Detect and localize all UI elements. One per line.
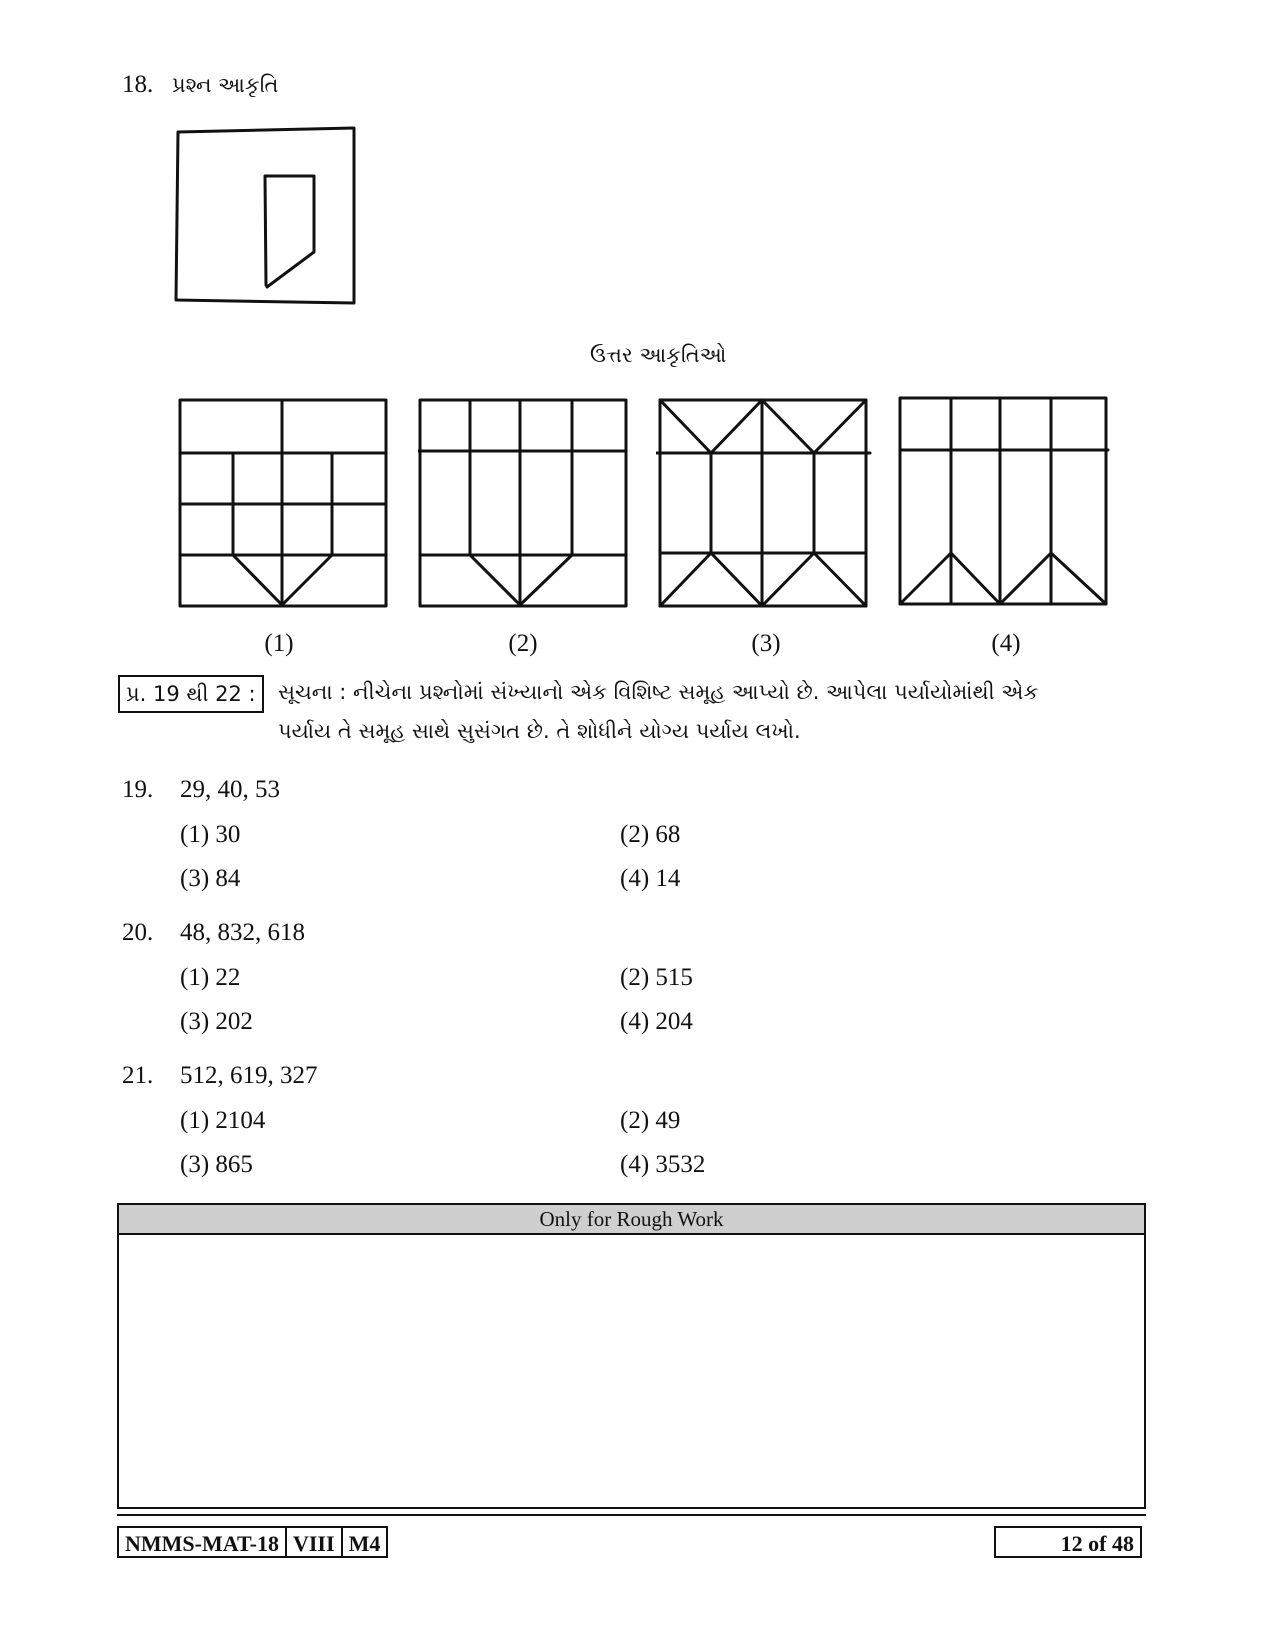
q20-option-2[interactable]: (2) 515	[620, 964, 693, 991]
q19-option-4[interactable]: (4) 14	[620, 865, 681, 892]
instruction-line-1: સૂચના : નીચેના પ્રશ્નોમાં સંખ્યાનો એક વિશિષ્ટ સમૂહ આપ્યો છે. આપેલા પર્યાયોમાંથી એક	[278, 680, 1039, 704]
q18-number: 18.	[122, 71, 154, 98]
q20-option-3[interactable]: (3) 202	[180, 1008, 253, 1035]
rough-work-box[interactable]	[117, 1203, 1146, 1509]
footer-codes	[117, 1526, 388, 1558]
answer-figure-4[interactable]	[896, 396, 1112, 608]
footer-class: VIII	[287, 1526, 343, 1558]
answer-figure-1[interactable]	[178, 398, 390, 610]
footer-divider	[117, 1514, 1146, 1516]
q19-option-1[interactable]: (1) 30	[180, 821, 241, 848]
answer-option-label-4: (4)	[991, 630, 1021, 657]
q21-option-1[interactable]: (1) 2104	[180, 1107, 266, 1134]
answer-figure-3[interactable]	[656, 398, 878, 610]
q21-option-2[interactable]: (2) 49	[620, 1107, 681, 1134]
footer-page-number: 12 of 48	[994, 1526, 1142, 1558]
q21-number: 21.	[122, 1062, 154, 1089]
q19-series: 29, 40, 53	[180, 776, 280, 803]
instruction-line-2: પર્યાય તે સમૂહ સાથે સુસંગત છે. તે શોધીને યોગ્ય પર્યાય લખો.	[278, 719, 801, 743]
question-figure-shape	[265, 176, 314, 287]
q20-option-1[interactable]: (1) 22	[180, 964, 241, 991]
answer-option-label-2: (2)	[508, 630, 538, 657]
q18-title: પ્રશ્ન આકૃતિ	[172, 73, 279, 97]
q21-option-4[interactable]: (4) 3532	[620, 1151, 706, 1178]
instruction-range-box: પ્ર. 19 થી 22 :	[118, 675, 264, 713]
q19-option-2[interactable]: (2) 68	[620, 821, 681, 848]
question-figure	[170, 124, 360, 309]
answer-figures-heading: ઉત્તર આકૃતિઓ	[590, 343, 727, 367]
q20-series: 48, 832, 618	[180, 919, 305, 946]
answer-option-label-3: (3)	[751, 630, 781, 657]
footer-code: NMMS-MAT-18	[117, 1526, 287, 1558]
q21-option-3[interactable]: (3) 865	[180, 1151, 253, 1178]
q21-series: 512, 619, 327	[180, 1062, 318, 1089]
footer-set: M4	[343, 1526, 389, 1558]
answer-figure-2[interactable]	[418, 398, 630, 610]
q20-option-4[interactable]: (4) 204	[620, 1008, 693, 1035]
rough-work-label: Only for Rough Work	[119, 1205, 1144, 1235]
answer-option-label-1: (1)	[264, 630, 294, 657]
q20-number: 20.	[122, 919, 154, 946]
q19-number: 19.	[122, 776, 154, 803]
q19-option-3[interactable]: (3) 84	[180, 865, 241, 892]
